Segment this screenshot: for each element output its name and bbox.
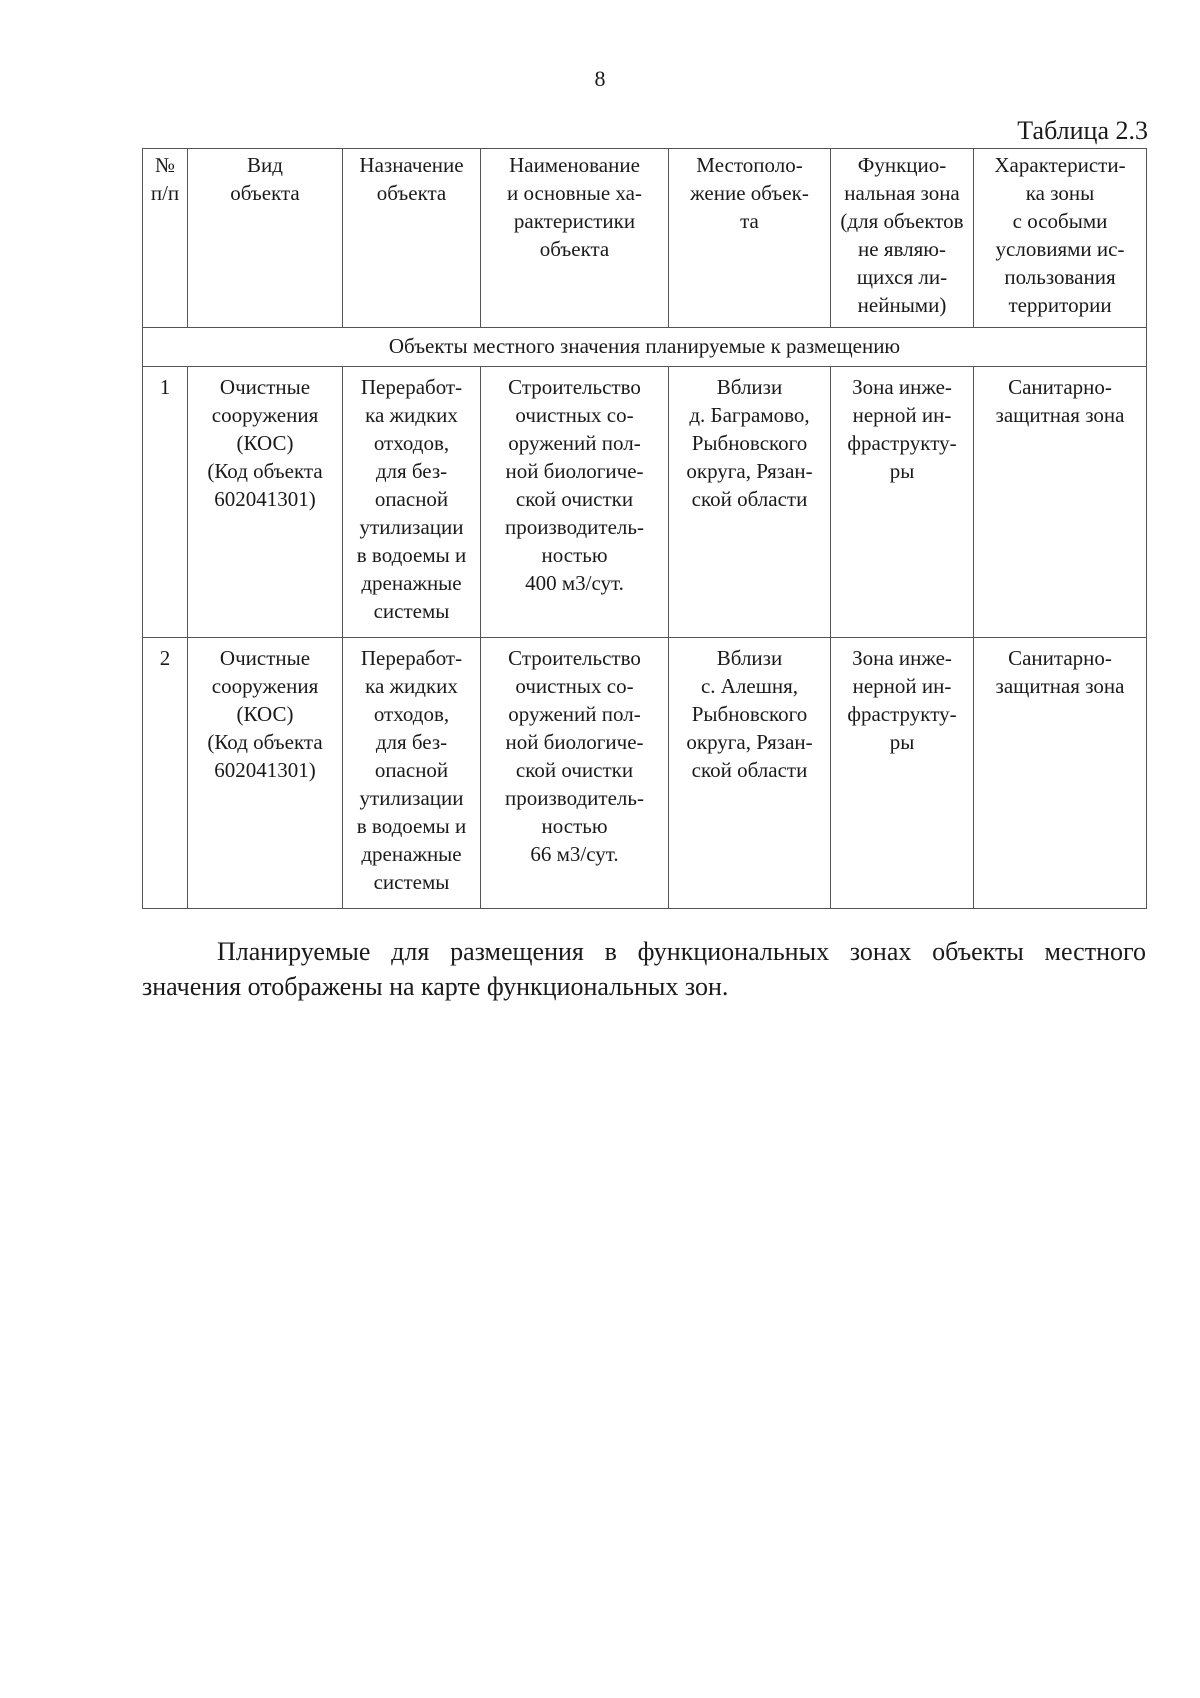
cell-line: утилизации [359,515,464,539]
cell-line: ка жидких [365,674,458,698]
cell-name-characteristics [481,638,669,909]
cell-line: Рыбновского [691,431,808,455]
cell-object-type [188,367,343,638]
page-number: 8 [594,66,606,91]
section-row [143,328,1147,367]
header-line: и основные ха- [507,181,642,205]
cell-line: ской очистки [515,487,634,511]
cell-line: ка жидких [365,403,458,427]
header-line: щихся ли- [856,265,948,289]
header-line: ка зоны [1025,181,1095,205]
header-line: рактеристики [513,209,636,233]
header-line: жение объек- [690,181,809,205]
cell-line: с. Алешня, [700,674,799,698]
objects-table [142,148,1147,909]
cell-line: Переработ- [360,646,463,670]
header-line: пользования [1004,265,1116,289]
header-line: с особыми [1012,209,1108,233]
header-name-characteristics [481,149,669,328]
section-title: Объекты местного значения планируемые к размещению [143,328,1147,367]
cell-line: ностью [541,543,608,567]
cell-line: Зона инже- [852,646,952,670]
header-line: (для объектов [840,209,964,233]
cell-line: Санитарно- [1008,646,1112,670]
cell-line: в водоемы и [356,543,467,567]
cell-line: Переработ- [360,375,463,399]
cell-line: системы [373,599,450,623]
cell-line: Очистные [219,646,311,670]
header-location [669,149,831,328]
cell-line: Строительство [508,646,641,670]
header-line: Местополо- [696,153,803,177]
table-row [143,367,1147,638]
cell-line: (КОС) [236,431,294,455]
header-functional-zone [831,149,974,328]
header-line: Характеристи- [994,153,1126,177]
cell-number [143,367,188,638]
header-row [143,149,1147,328]
cell-line: для без- [375,459,448,483]
cell-line: Вблизи [716,375,783,399]
cell-line: системы [373,870,450,894]
cell-line: очистных со- [515,674,634,698]
cell-location [669,367,831,638]
cell-line: ры [889,730,915,754]
cell-functional-zone [831,638,974,909]
header-line: не являю- [858,237,946,261]
cell-line: 400 м3/сут. [525,571,624,595]
cell-line: ской области [691,487,808,511]
cell-line: сооружения [211,403,319,427]
cell-line: д. Баграмово, [689,403,810,427]
cell-line: (Код объекта [207,730,323,754]
cell-line: оружений пол- [508,702,641,726]
cell-line: Очистные [219,375,311,399]
cell-line: дренажные [361,842,462,866]
header-special-zone [974,149,1147,328]
header-line: Наименование [509,153,640,177]
header-line: Вид [247,153,283,177]
cell-line: отходов, [373,431,450,455]
cell-line: опасной [374,487,449,511]
header-object-type [188,149,343,328]
cell-purpose [343,367,481,638]
cell-line: производитель- [505,786,644,810]
cell-line: Зона инже- [852,375,952,399]
cell-line: дренажные [361,571,462,595]
cell-line: Санитарно- [1008,375,1112,399]
cell-line: отходов, [373,702,450,726]
table-caption: Таблица 2.3 [1017,116,1148,145]
cell-line: фраструкту- [847,431,957,455]
header-line: Назначение [359,153,464,177]
cell-line: (Код объекта [207,459,323,483]
cell-line: защитная зона [995,403,1125,427]
cell-line: ной биологиче- [505,730,644,754]
header-line: та [740,209,759,233]
cell-object-type [188,638,343,909]
header-line: № [154,153,176,177]
cell-line: оружений пол- [508,431,641,455]
header-line: п/п [150,181,180,205]
cell-line: ной биологиче- [505,459,644,483]
cell-functional-zone [831,367,974,638]
body-paragraph: Планируемые для размещения в функциональных зонах объекты местного значения отображены на карте функциональных зон. [142,937,1146,1001]
header-line: территории [1008,293,1112,317]
cell-line: ской очистки [515,758,634,782]
cell-line: нерной ин- [852,403,952,427]
header-line: объекта [230,181,300,205]
header-line: объекта [376,181,447,205]
cell-line: для без- [375,730,448,754]
header-line: объекта [539,237,610,261]
cell-line: округа, Рязан- [686,459,813,483]
cell-location [669,638,831,909]
cell-line: Рыбновского [691,702,808,726]
cell-line: производитель- [505,515,644,539]
cell-line: нерной ин- [852,674,952,698]
cell-line: в водоемы и [356,814,467,838]
header-line: нальная зона [844,181,960,205]
cell-line: 602041301) [214,487,316,511]
cell-line: фраструкту- [847,702,957,726]
cell-special-zone [974,367,1147,638]
cell-line: ской области [691,758,808,782]
header-purpose [343,149,481,328]
cell-line: (КОС) [236,702,294,726]
table-row [143,638,1147,909]
cell-line: очистных со- [515,403,634,427]
header-line: условиями ис- [995,237,1125,261]
cell-line: ностью [541,814,608,838]
cell-line: защитная зона [995,674,1125,698]
cell-line: 1 [159,375,171,399]
cell-line: округа, Рязан- [686,730,813,754]
cell-line: 66 м3/сут. [530,842,619,866]
cell-line: ры [889,459,915,483]
cell-purpose [343,638,481,909]
cell-line: утилизации [359,786,464,810]
cell-number [143,638,188,909]
header-line: Функцио- [857,153,947,177]
cell-special-zone [974,638,1147,909]
header-line: нейными) [857,293,947,317]
cell-line: 2 [159,646,171,670]
cell-line: сооружения [211,674,319,698]
cell-name-characteristics [481,367,669,638]
header-number [143,149,188,328]
cell-line: опасной [374,758,449,782]
cell-line: Вблизи [716,646,783,670]
cell-line: Строительство [508,375,641,399]
cell-line: 602041301) [214,758,316,782]
